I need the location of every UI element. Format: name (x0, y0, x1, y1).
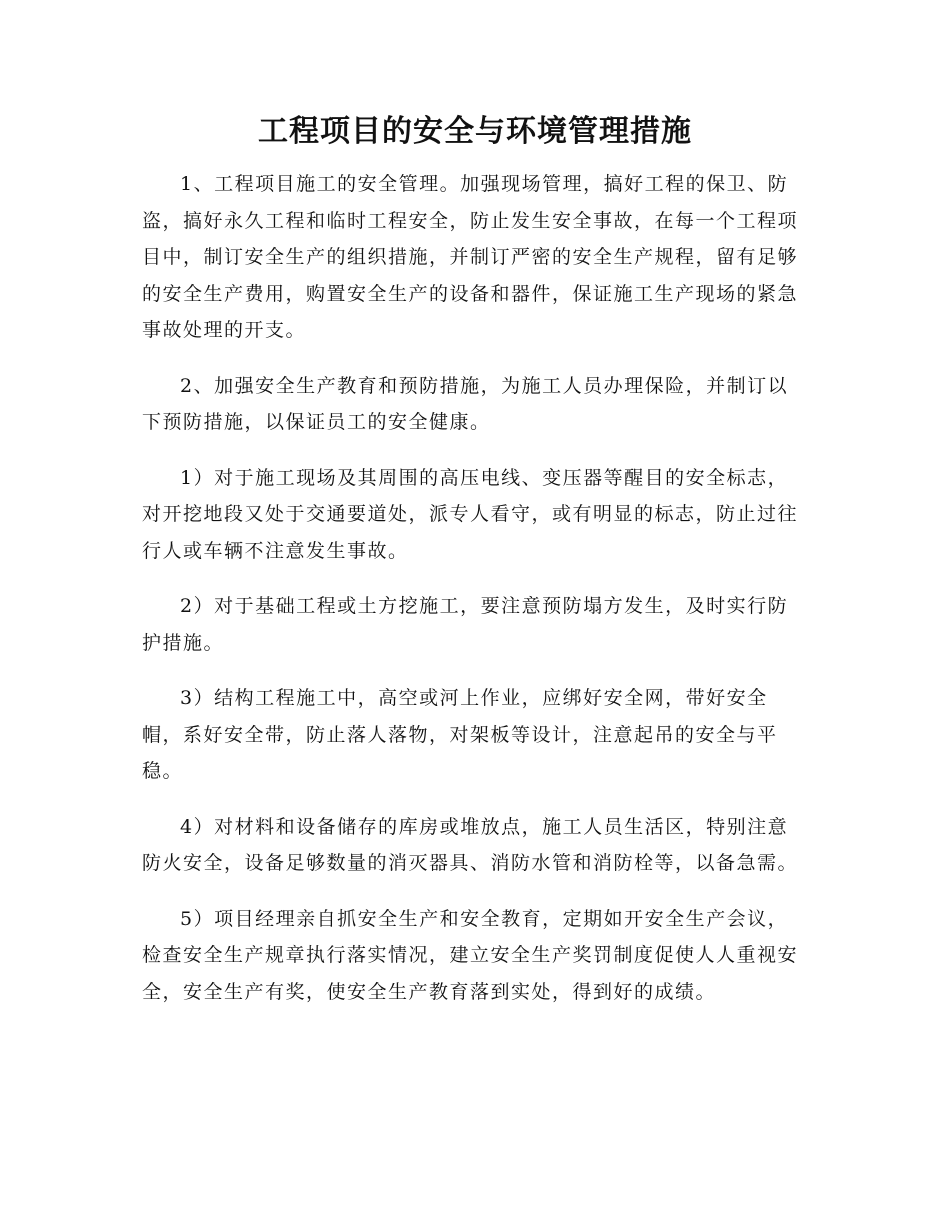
paragraph-2: 2、加强安全生产教育和预防措施，为施工人员办理保险，并制订以下预防措施，以保证员工的安全健康。 (142, 374, 789, 433)
paragraph-4: 2）对于基础工程或土方挖施工，要注意预防塌方发生，及时实行防护措施。 (142, 595, 789, 654)
document-title: 工程项目的安全与环境管理措施 (258, 114, 692, 149)
paragraph-7: 5）项目经理亲自抓安全生产和安全教育，定期如开安全生产会议，检查安全生产规章执行落实情况，建立安全生产奖罚制度促使人人重视安全，安全生产有奖，使安全生产教育落到实处，得到好的成绩。 (142, 907, 799, 1003)
paragraph-3: 1）对于施工现场及其周围的高压电线、变压器等醒目的安全标志，对开挖地段又处于交通要道处，派专人看守，或有明显的标志，防止过往行人或车辆不注意发生事故。 (142, 466, 799, 562)
document-body (142, 166, 806, 1029)
paragraph-6: 4）对材料和设备储存的库房或堆放点，施工人员生活区，特别注意防火安全，设备足够数量的消灭器具、消防水管和消防栓等，以备急需。 (142, 815, 799, 874)
paragraph-1: 1、工程项目施工的安全管理。加强现场管理，搞好工程的保卫、防盗，搞好永久工程和临时工程安全，防止发生安全事故，在每一个工程项目中，制订安全生产的组织措施，并制订严密的安全生产规程，留有足够的安全生产费用，购置安全生产的设备和器件，保证施工生产现场的紧急事故处理的开支。 (142, 173, 799, 341)
paragraph-5: 3）结构工程施工中，高空或河上作业，应绑好安全网，带好安全帽，系好安全带，防止落人落物，对架板等设计，注意起吊的安全与平稳。 (142, 687, 778, 782)
